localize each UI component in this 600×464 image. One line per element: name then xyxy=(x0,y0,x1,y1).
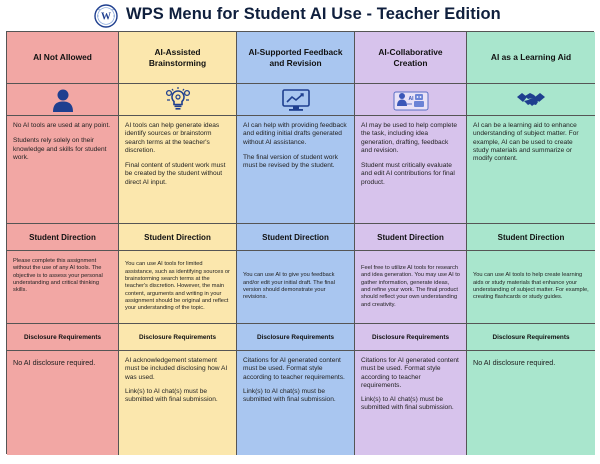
student-direction-text xyxy=(119,251,237,324)
description-text: AI tools can help generate ideas identify sources or brainstorm search terms at the teacher's discretion. xyxy=(125,122,220,154)
column-heading-ai-assisted-brainstorming: AI-Assisted Brainstorming xyxy=(119,32,237,84)
svg-text:AI: AI xyxy=(408,95,413,102)
student-direction-label: Student Direction xyxy=(467,224,595,251)
student-direction-text xyxy=(355,251,467,324)
person-icon xyxy=(50,87,76,113)
disclosure-requirements-text xyxy=(119,351,237,455)
student-direction-label: Student Direction xyxy=(237,224,355,251)
column-heading-ai-learning-aid: AI as a Learning Aid xyxy=(467,32,595,84)
description-text: AI can help with providing feedback and editing initial drafts generated without AI assistance. xyxy=(243,122,347,146)
wps-logo-icon xyxy=(94,4,118,28)
direction-text: Please complete this assignment without the use of any AI tools. The objective is to assess your personal understanding and critical thinking skills. xyxy=(13,258,103,294)
page-title: WPS Menu for Student AI Use - Teacher Edition xyxy=(126,5,501,23)
student-direction-label: Student Direction xyxy=(7,224,119,251)
icon-cell xyxy=(355,84,467,116)
lightbulb-gears-icon xyxy=(164,86,192,114)
requirement-text: Link(s) to AI chat(s) must be submitted with final submission. xyxy=(361,396,454,412)
icon-cell xyxy=(467,84,595,116)
description-text: No AI tools are used at any point. xyxy=(13,122,111,129)
requirement-text: Citations for AI generated content must be used. Format style according to teacher requirements. xyxy=(243,357,345,381)
description-ai-not-allowed xyxy=(7,116,119,224)
direction-text: You can use AI tools to help create learning aids or study materials that enhance your understanding of subject matter. For example, creating flashcards or study guides. xyxy=(473,272,589,301)
direction-text: You can use AI to give you feedback and/or edit your initial draft. The final version should demonstrate your revisions. xyxy=(243,272,335,301)
svg-text:W: W xyxy=(101,11,111,23)
disclosure-requirements-text xyxy=(237,351,355,455)
column-heading-ai-not-allowed: AI Not Allowed xyxy=(7,32,119,84)
disclosure-requirements-text xyxy=(355,351,467,455)
description-text: AI may be used to help complete the task, including idea generation, drafting, feedback and revision. xyxy=(361,122,458,154)
description-text: Final content of student work must be created by the student without direct AI input. xyxy=(125,162,226,186)
ai-collaboration-icon xyxy=(391,86,431,114)
ai-use-menu-table xyxy=(6,31,594,454)
direction-text: You can use AI tools for limited assistance, such as identifying sources or brainstorming search terms at the teacher's discretion. However, the main content, arguments and writing in your assignment should be original and reflect your understanding of the topic. xyxy=(125,261,230,312)
description-text: Student must critically evaluate and edit AI contributions for final product. xyxy=(361,162,455,186)
handshake-icon xyxy=(516,87,546,113)
description-ai-supported-feedback xyxy=(237,116,355,224)
disclosure-requirements-label: Disclosure Requirements xyxy=(355,324,467,351)
disclosure-requirements-label: Disclosure Requirements xyxy=(7,324,119,351)
description-ai-assisted-brainstorming xyxy=(119,116,237,224)
student-direction-label: Student Direction xyxy=(119,224,237,251)
column-heading-ai-collaborative-creation: AI-Collaborative Creation xyxy=(355,32,467,84)
student-direction-text xyxy=(467,251,595,324)
requirement-text: No AI disclosure required. xyxy=(473,358,556,367)
description-text: Students rely solely on their knowledge and skills for student work. xyxy=(13,137,107,161)
direction-text: Feel free to utilize AI tools for research and idea generation. You may use AI to gather information, generate ideas, and refine your work. The final product should reflect your own understanding and creativity. xyxy=(361,265,460,308)
icon-cell xyxy=(237,84,355,116)
disclosure-requirements-label: Disclosure Requirements xyxy=(237,324,355,351)
requirement-text: No AI disclosure required. xyxy=(13,358,96,367)
description-text: AI can be a learning aid to enhance understanding of subject matter. For example, AI can be used to create study materials and summarize or modify content. xyxy=(473,122,579,163)
icon-cell xyxy=(7,84,119,116)
student-direction-label: Student Direction xyxy=(355,224,467,251)
student-direction-text xyxy=(237,251,355,324)
icon-cell xyxy=(119,84,237,116)
description-ai-collaborative-creation xyxy=(355,116,467,224)
disclosure-requirements-text xyxy=(7,351,119,455)
requirement-text: Citations for AI generated content must be used. Format style according to teacher requirements. xyxy=(361,357,459,389)
student-direction-text xyxy=(7,251,119,324)
monitor-chart-icon xyxy=(281,87,311,113)
disclosure-requirements-text xyxy=(467,351,595,455)
description-ai-learning-aid xyxy=(467,116,595,224)
column-heading-ai-supported-feedback: AI-Supported Feedback and Revision xyxy=(237,32,355,84)
description-text: The final version of student work must be revised by the student. xyxy=(243,153,338,170)
requirement-text: Link(s) to AI chat(s) must be submitted with final submission. xyxy=(243,387,336,404)
page-header xyxy=(0,0,600,30)
requirement-text: Link(s) to AI chat(s) must be submitted with final submission. xyxy=(125,387,218,404)
disclosure-requirements-label: Disclosure Requirements xyxy=(467,324,595,351)
disclosure-requirements-label: Disclosure Requirements xyxy=(119,324,237,351)
requirement-text: AI acknowledgement statement must be included disclosing how AI was used. xyxy=(125,357,228,381)
